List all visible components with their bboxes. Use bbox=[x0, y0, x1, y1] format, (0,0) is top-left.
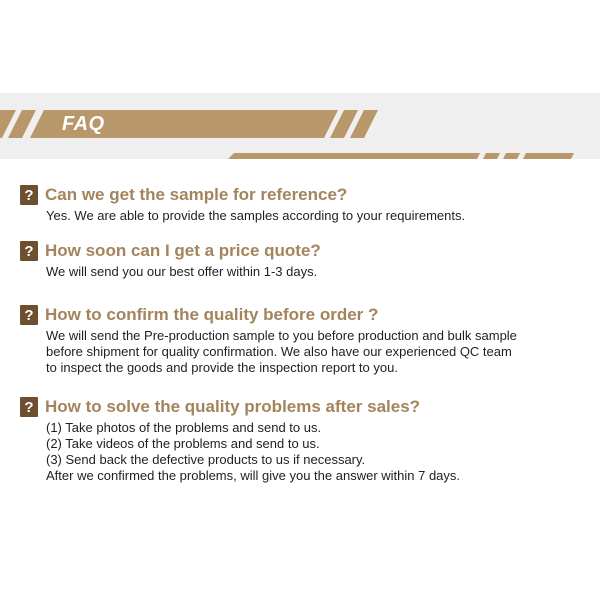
faq-question: How soon can I get a price quote? bbox=[45, 241, 321, 260]
faq-question: Can we get the sample for reference? bbox=[45, 185, 348, 204]
faq-title: FAQ bbox=[62, 113, 105, 135]
faq-answer-line: before shipment for quality confirmation. We also have our experienced QC team bbox=[46, 344, 512, 359]
faq-question: How to confirm the quality before order ? bbox=[45, 305, 379, 324]
faq-list bbox=[20, 184, 580, 484]
faq-answer-line: Yes. We are able to provide the samples according to your requirements. bbox=[46, 208, 466, 223]
faq-item bbox=[20, 304, 580, 376]
faq-answer bbox=[46, 420, 580, 484]
faq-item bbox=[20, 396, 580, 484]
faq-question-row bbox=[20, 396, 580, 418]
faq-answer-line: to inspect the goods and provide the inspection report to you. bbox=[46, 360, 398, 375]
faq-question-row bbox=[20, 184, 580, 206]
faq-answer bbox=[46, 264, 580, 280]
faq-item bbox=[20, 240, 580, 280]
question-mark-icon: ? bbox=[20, 305, 38, 325]
question-mark-icon: ? bbox=[20, 185, 38, 205]
faq-question: How to solve the quality problems after sales? bbox=[45, 397, 421, 416]
faq-question-row bbox=[20, 304, 580, 326]
faq-question-row bbox=[20, 240, 580, 262]
faq-answer bbox=[46, 208, 580, 224]
faq-answer-line: We will send you our best offer within 1-3 days. bbox=[46, 264, 318, 279]
faq-answer-line: After we confirmed the problems, will give you the answer within 7 days. bbox=[46, 468, 461, 483]
faq-answer-line: (2) Take videos of the problems and send to us. bbox=[46, 436, 320, 451]
banner-underline-dash-2 bbox=[503, 153, 520, 159]
faq-answer bbox=[46, 328, 580, 376]
faq-answer-line: (1) Take photos of the problems and send to us. bbox=[46, 420, 322, 435]
question-mark-icon: ? bbox=[20, 241, 38, 261]
banner-underline-dash-1 bbox=[483, 153, 500, 159]
question-mark-icon: ? bbox=[20, 397, 38, 417]
banner-underline-dash-3 bbox=[523, 153, 574, 159]
faq-answer-line: We will send the Pre-production sample to you before production and bulk sample bbox=[46, 328, 517, 343]
faq-answer-line: (3) Send back the defective products to us if necessary. bbox=[46, 452, 366, 467]
banner-underline bbox=[228, 153, 480, 159]
faq-item bbox=[20, 184, 580, 224]
